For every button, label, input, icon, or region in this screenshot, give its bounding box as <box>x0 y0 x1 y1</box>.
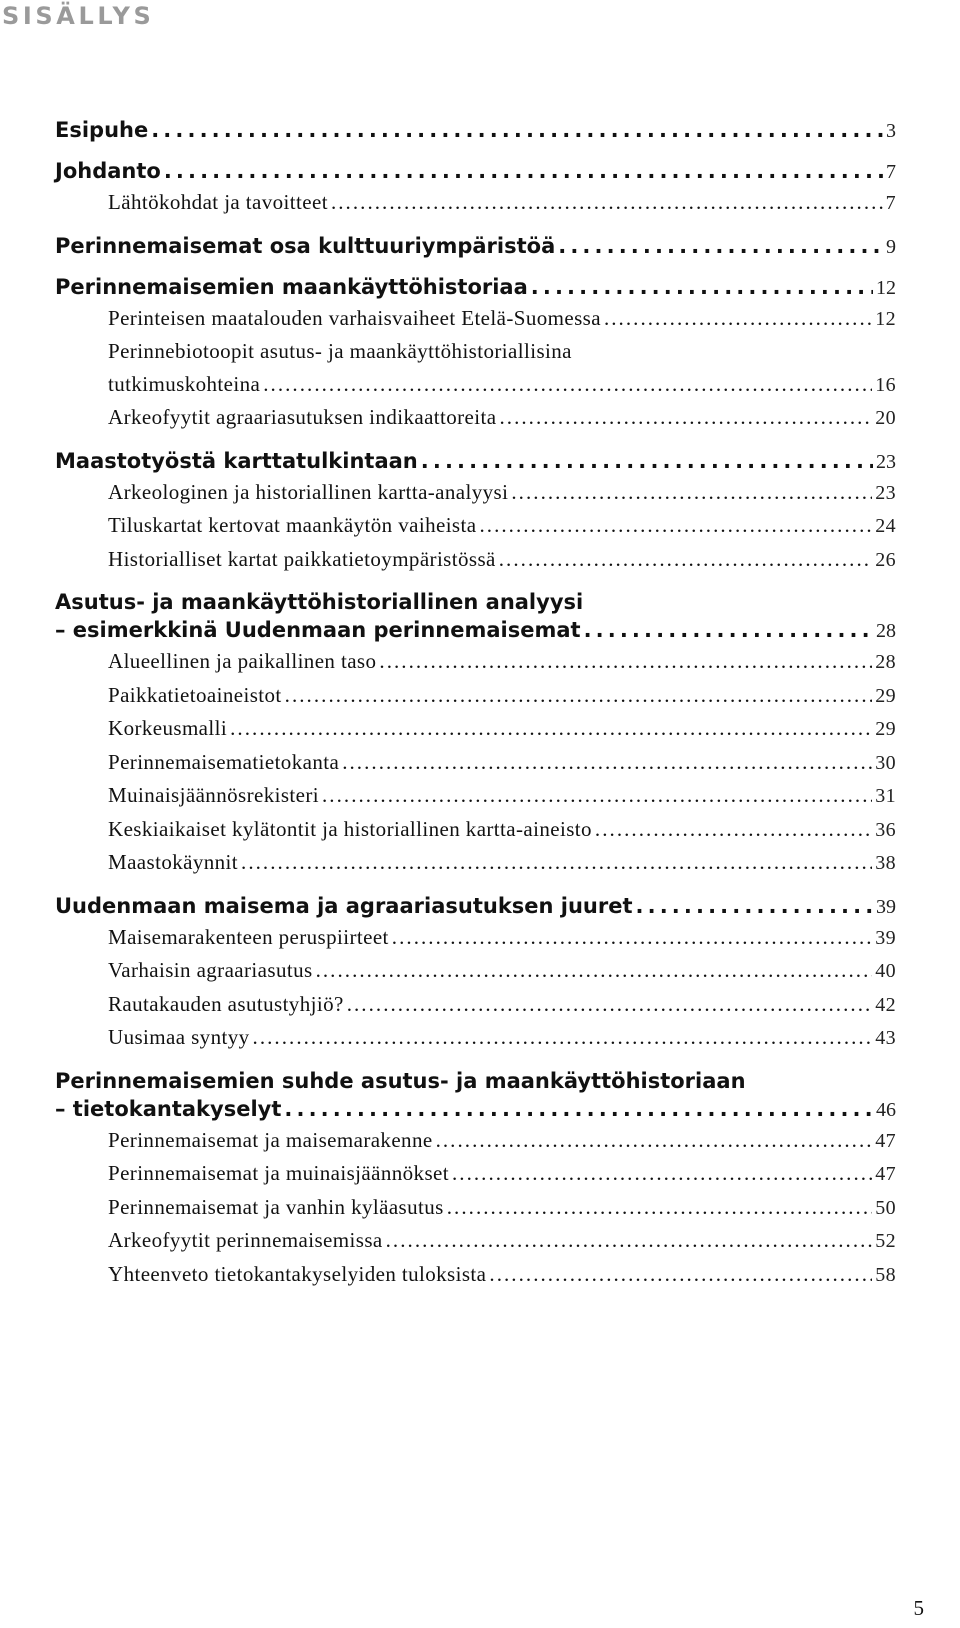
toc-section[interactable] <box>55 645 896 679</box>
toc-page-number: 29 <box>875 684 896 707</box>
toc-page-number: 58 <box>875 1263 896 1286</box>
toc-page-number: 12 <box>876 276 896 299</box>
dot-leader <box>241 846 872 879</box>
page-number: 5 <box>913 1596 924 1620</box>
dot-leader <box>421 447 873 475</box>
toc-section[interactable] <box>55 509 896 543</box>
dot-leader <box>511 476 872 509</box>
toc-title: tutkimuskohteina <box>108 371 261 396</box>
toc-page-number: 7 <box>885 192 896 214</box>
toc-page-number: 23 <box>875 481 896 504</box>
toc-line <box>108 712 896 746</box>
toc-section[interactable] <box>55 476 896 510</box>
toc-page-number: 46 <box>876 1098 896 1121</box>
toc-page-number: 28 <box>876 620 896 642</box>
toc-line <box>108 954 896 988</box>
toc-section[interactable] <box>55 1224 896 1258</box>
toc-page-number: 24 <box>875 515 896 537</box>
toc-chapter[interactable] <box>55 273 896 302</box>
toc-section[interactable] <box>55 746 896 780</box>
toc-title: Maisemarakenteen peruspiirteet <box>108 924 389 949</box>
toc-title: Arkeofyytit agraariasutuksen indikaattoreita <box>108 405 497 429</box>
toc-title: Keskiaikaiset kylätontit ja historiallinen kartta-aineisto <box>108 816 592 841</box>
dot-leader <box>436 1124 873 1157</box>
toc-line <box>108 921 896 955</box>
dot-leader <box>151 116 883 144</box>
toc-section[interactable] <box>55 1258 896 1292</box>
toc-page-number: 47 <box>875 1163 896 1185</box>
toc-title-line: Perinnebiotoopit asutus- ja maankäyttöhistoriallisina <box>108 339 572 363</box>
toc-page-number: 42 <box>875 993 896 1016</box>
toc-page-number: 31 <box>875 785 896 807</box>
toc-line <box>108 779 896 813</box>
toc-title: Maastotyöstä karttatulkintaan <box>55 448 418 473</box>
toc-chapter[interactable] <box>55 447 896 476</box>
toc-line <box>108 543 896 577</box>
toc-title-line: Perinnemaisemien suhde asutus- ja maankäyttöhistoriaan <box>55 1068 746 1093</box>
toc-page-number: 47 <box>875 1129 896 1152</box>
toc-section[interactable] <box>55 335 896 401</box>
toc-page-number: 30 <box>875 751 896 774</box>
toc-page-number: 38 <box>875 852 896 874</box>
toc-title: – esimerkkinä Uudenmaan perinnemaisemat <box>55 618 581 642</box>
toc-title: Historialliset kartat paikkatietoympäristössä <box>108 546 496 571</box>
toc-section[interactable] <box>55 988 896 1022</box>
dot-leader <box>285 679 873 712</box>
toc-section[interactable] <box>55 712 896 746</box>
toc-title: Perinnemaisematietokanta <box>108 749 340 774</box>
toc-title: Arkeofyytit perinnemaisemissa <box>108 1228 383 1252</box>
toc-page-number: 20 <box>875 407 896 429</box>
toc-line <box>108 846 896 880</box>
toc-page-number: 28 <box>875 651 896 673</box>
toc-line <box>55 232 896 261</box>
dot-leader <box>331 186 883 219</box>
toc-section[interactable] <box>55 779 896 813</box>
toc-section[interactable] <box>55 954 896 988</box>
toc-line <box>108 1258 896 1292</box>
toc-section[interactable] <box>55 1191 896 1225</box>
dot-leader <box>253 1021 873 1054</box>
toc-line <box>108 746 896 780</box>
toc-line <box>108 186 896 220</box>
toc-line <box>108 988 896 1022</box>
toc-title: Yhteenveto tietokantakyselyiden tuloksista <box>108 1261 487 1286</box>
toc-title: Paikkatietoaineistot <box>108 682 282 707</box>
toc-section[interactable] <box>55 813 896 847</box>
dot-leader <box>604 302 872 335</box>
toc-title: Esipuhe <box>55 118 149 142</box>
dot-leader <box>489 1258 872 1291</box>
toc-line <box>55 447 896 476</box>
dot-leader <box>595 813 872 846</box>
toc-line <box>108 368 896 402</box>
toc-line <box>108 679 896 713</box>
toc-chapter[interactable] <box>55 1067 896 1124</box>
toc-title: Perinnemaisemat ja muinaisjäännökset <box>108 1161 449 1185</box>
toc-title: Maastokäynnit <box>108 850 239 874</box>
toc-title: Korkeusmalli <box>108 716 228 740</box>
toc-title: – tietokantakyselyt <box>55 1096 282 1121</box>
toc-line <box>55 116 896 145</box>
toc-page-number: 16 <box>875 373 896 396</box>
toc-page-number: 3 <box>886 120 896 142</box>
dot-leader <box>284 1095 873 1123</box>
toc-chapter[interactable] <box>55 892 896 921</box>
toc-line <box>108 1224 896 1258</box>
toc-title-line: Asutus- ja maankäyttöhistoriallinen analyysi <box>55 590 584 614</box>
toc-page-number: 7 <box>886 161 896 183</box>
dot-leader <box>347 988 872 1021</box>
toc-section[interactable] <box>55 401 896 435</box>
dot-leader <box>263 368 872 401</box>
dot-leader <box>452 1157 872 1190</box>
toc-page-number: 26 <box>875 548 896 571</box>
toc-page-number: 40 <box>875 960 896 982</box>
toc-title: Muinaisjäännösrekisteri <box>108 783 319 807</box>
toc-title: Rautakauden asutustyhjiö? <box>108 991 344 1016</box>
table-of-contents <box>55 116 896 1291</box>
toc-title: Lähtökohdat ja tavoitteet <box>108 190 328 214</box>
toc-section[interactable] <box>55 186 896 220</box>
toc-line <box>55 616 896 645</box>
toc-title: Johdanto <box>55 159 161 183</box>
toc-section[interactable] <box>55 543 896 577</box>
toc-section[interactable] <box>55 846 896 880</box>
dot-leader <box>379 645 872 678</box>
dot-leader <box>558 232 883 260</box>
toc-section[interactable] <box>55 1157 896 1191</box>
dot-leader <box>386 1224 873 1257</box>
dot-leader <box>584 616 873 644</box>
toc-line <box>55 892 896 921</box>
toc-page-number: 50 <box>875 1196 896 1219</box>
dot-leader <box>531 273 873 301</box>
toc-title: Perinnemaisemat ja maisemarakenne <box>108 1127 433 1152</box>
toc-line <box>108 1021 896 1055</box>
toc-title: Perinnemaisemien maankäyttöhistoriaa <box>55 274 528 299</box>
dot-leader <box>316 954 873 987</box>
dot-leader <box>342 746 872 779</box>
dot-leader <box>636 892 873 920</box>
toc-section[interactable] <box>55 679 896 713</box>
dot-leader <box>499 543 872 576</box>
toc-section[interactable] <box>55 921 896 955</box>
toc-page-number: 43 <box>875 1027 896 1049</box>
toc-page-number: 36 <box>875 818 896 841</box>
dot-leader <box>164 157 883 185</box>
dot-leader <box>479 509 872 542</box>
toc-title: Arkeologinen ja historiallinen kartta-analyysi <box>108 479 509 504</box>
toc-chapter[interactable] <box>55 157 896 186</box>
toc-line <box>108 509 896 543</box>
dot-leader <box>322 779 872 812</box>
toc-page-number: 52 <box>875 1230 896 1252</box>
toc-chapter[interactable] <box>55 116 896 145</box>
toc-section[interactable] <box>55 302 896 336</box>
toc-title: Uudenmaan maisema ja agraariasutuksen juuret <box>55 893 633 918</box>
toc-line <box>55 1095 896 1124</box>
toc-page-number: 12 <box>875 307 896 330</box>
toc-line <box>55 273 896 302</box>
dot-leader <box>230 712 872 745</box>
toc-page-number: 29 <box>875 718 896 740</box>
toc-page-number: 9 <box>886 235 896 258</box>
dot-leader <box>447 1191 872 1224</box>
toc-title: Uusimaa syntyy <box>108 1025 250 1049</box>
toc-title: Perinnemaisemat osa kulttuuriympäristöä <box>55 233 556 258</box>
toc-title: Alueellinen ja paikallinen taso <box>108 649 377 673</box>
toc-title: Tiluskartat kertovat maankäytön vaiheista <box>108 513 477 537</box>
toc-page-number: 39 <box>876 895 896 918</box>
toc-title: Perinteisen maatalouden varhaisvaiheet Etelä-Suomessa <box>108 305 601 330</box>
toc-section[interactable] <box>55 1021 896 1055</box>
toc-line <box>108 1191 896 1225</box>
dot-leader <box>392 921 872 954</box>
toc-line <box>108 476 896 510</box>
page-title: SISÄLLYS <box>2 2 155 30</box>
toc-line <box>108 401 896 435</box>
toc-page-number: 23 <box>876 450 896 473</box>
toc-chapter[interactable] <box>55 588 896 645</box>
toc-line <box>55 157 896 186</box>
toc-section[interactable] <box>55 1124 896 1158</box>
toc-title: Varhaisin agraariasutus <box>108 958 313 982</box>
toc-chapter[interactable] <box>55 232 896 261</box>
toc-line <box>108 645 896 679</box>
toc-title: Perinnemaisemat ja vanhin kyläasutus <box>108 1194 444 1219</box>
toc-page-number: 39 <box>875 926 896 949</box>
dot-leader <box>499 401 872 434</box>
toc-line <box>108 813 896 847</box>
toc-line <box>108 1157 896 1191</box>
toc-line <box>108 302 896 336</box>
toc-line <box>108 1124 896 1158</box>
